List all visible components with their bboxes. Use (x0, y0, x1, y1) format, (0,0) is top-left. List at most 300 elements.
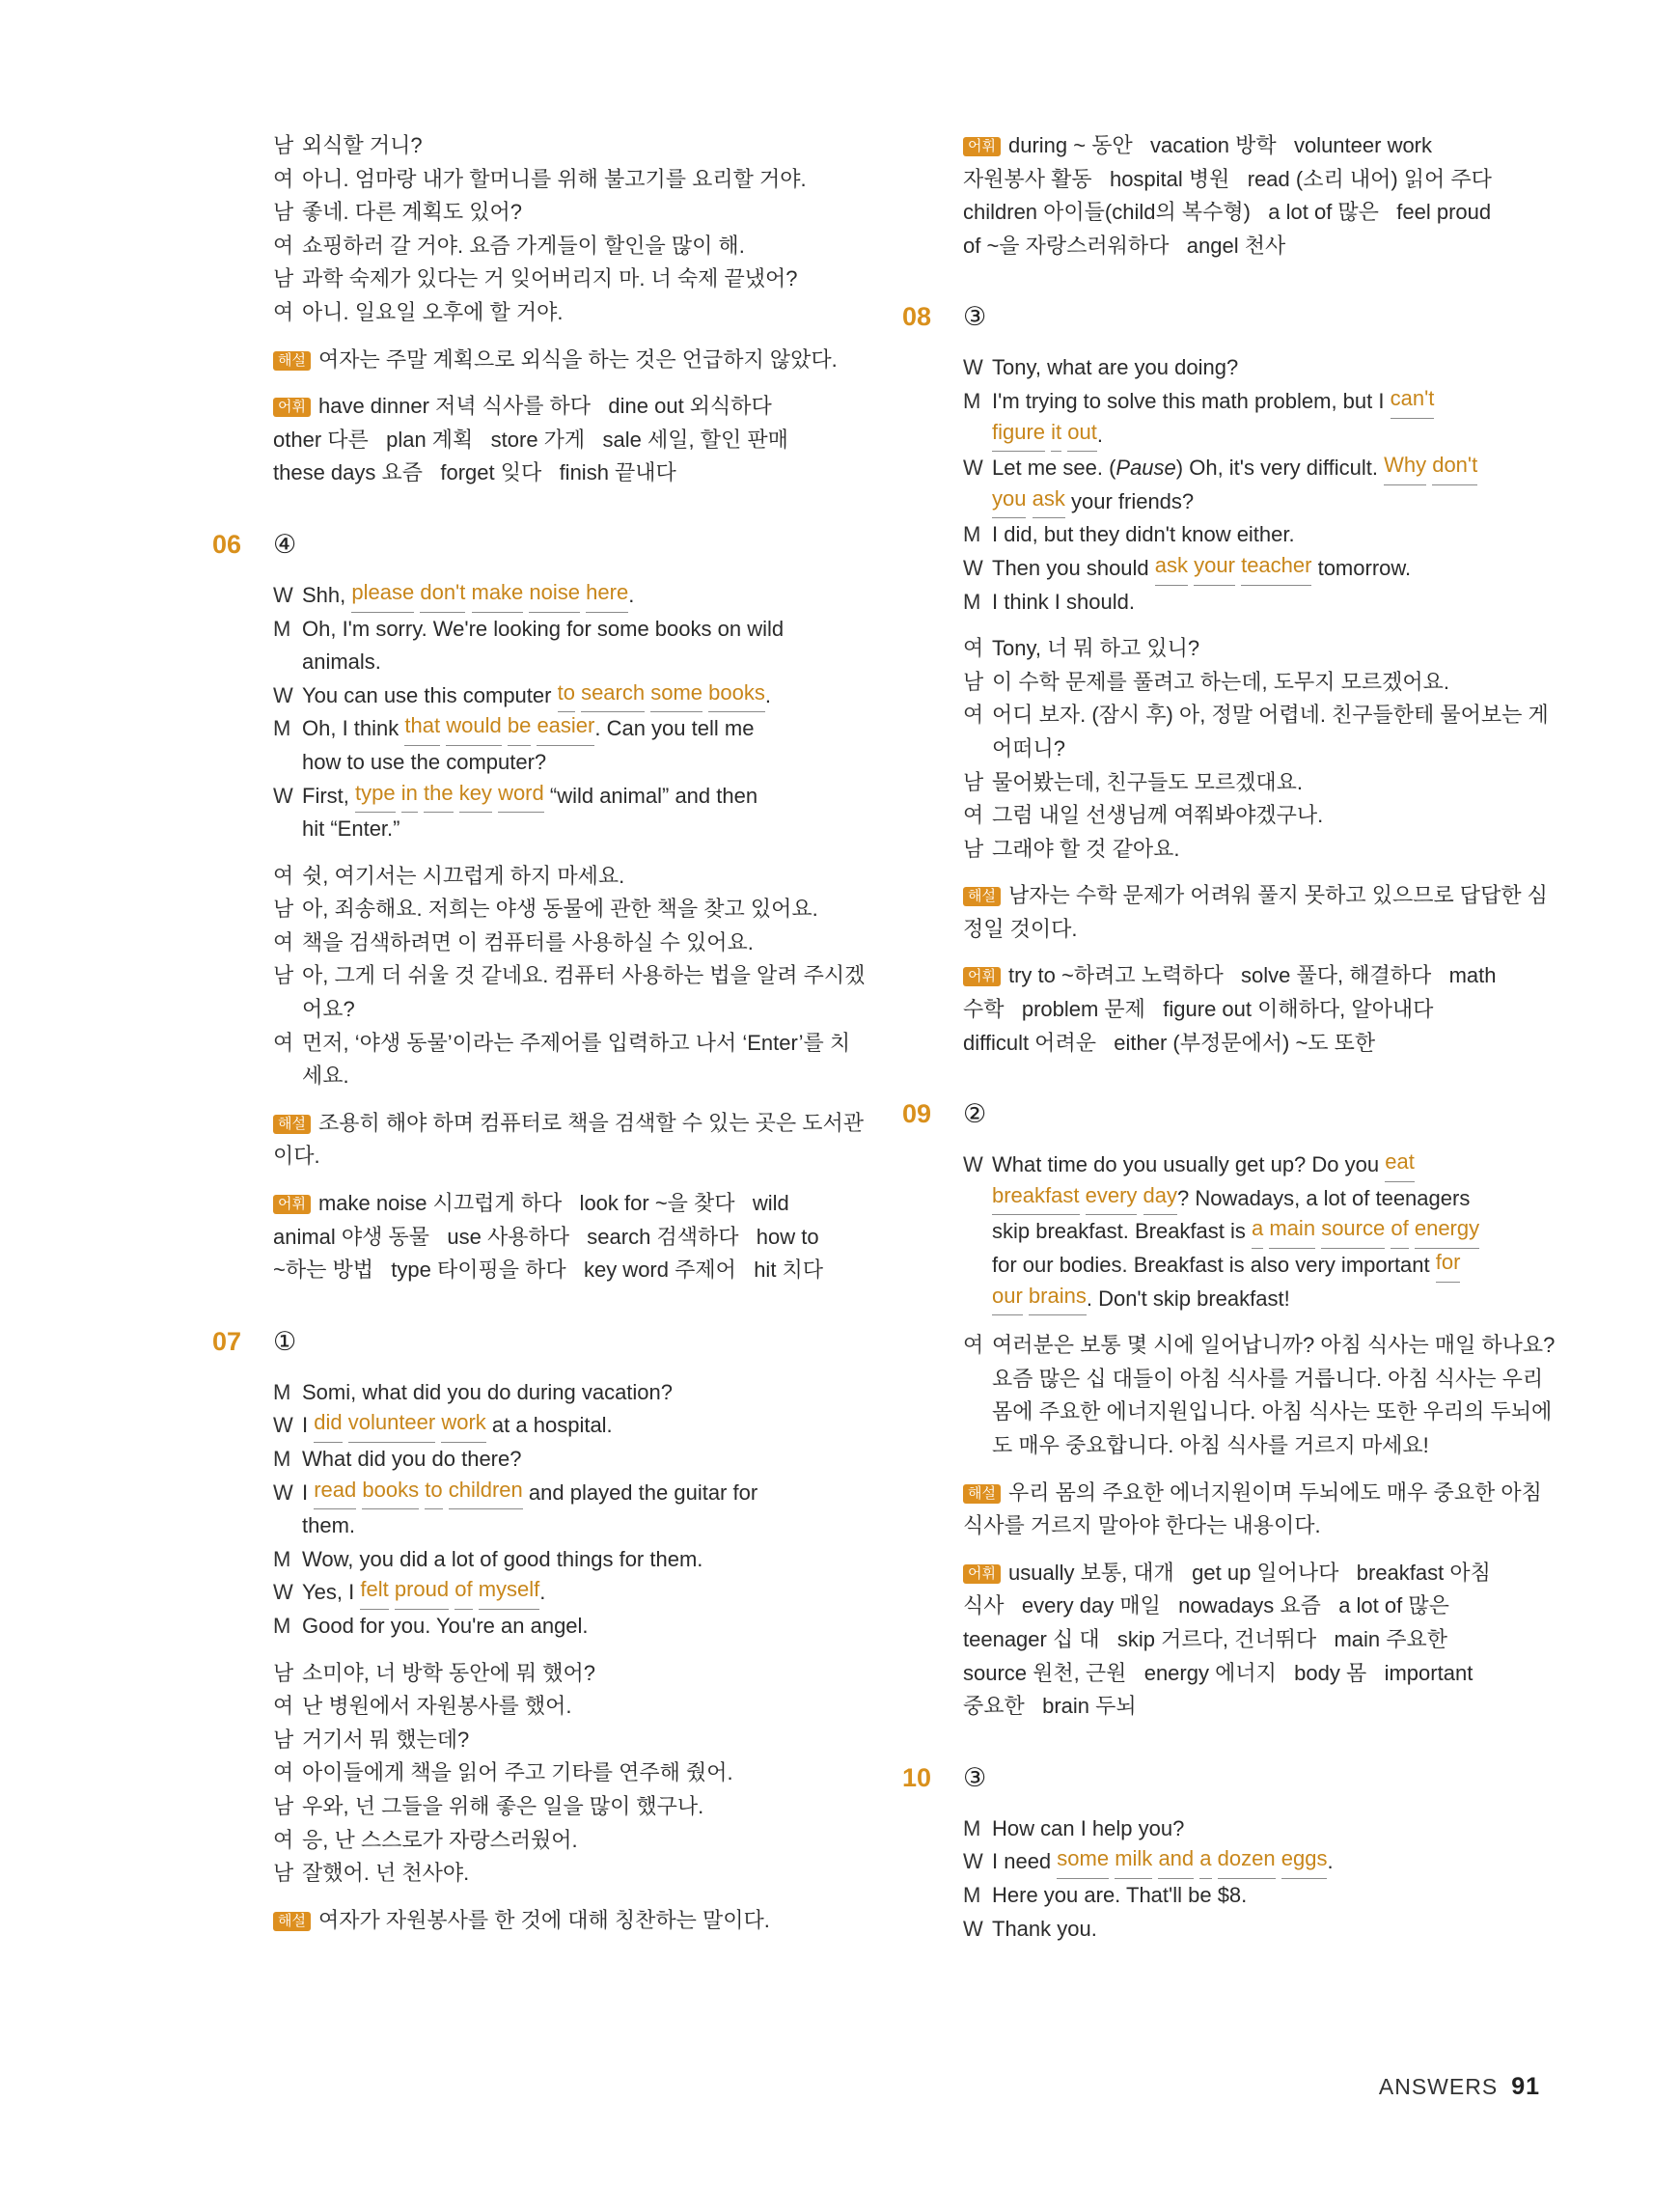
blank-answer: breakfast (992, 1182, 1080, 1216)
speaker-label: M (963, 589, 981, 614)
blank-answer: Why (1384, 452, 1426, 485)
blank-answer: myself (479, 1576, 540, 1610)
dialogue-line-ko (273, 263, 852, 296)
spacer (273, 1363, 852, 1376)
vocabulary-text: source 원천, 근원 energy 에너지 body 몸 important (963, 1660, 1473, 1685)
dialogue-text: . (628, 582, 635, 607)
spacer (273, 1891, 852, 1904)
dialogue-line-ko (273, 163, 852, 197)
explanation-text: 조용히 해야 하며 컴퓨터로 책을 검색할 수 있는 곳은 도서관 (317, 1110, 865, 1135)
explanation-line (273, 1140, 852, 1174)
dialogue-line-en (963, 385, 1542, 419)
speaker-label: M (963, 522, 981, 547)
dialogue-text: I did, but they didn't know either. (992, 522, 1295, 547)
question-number: 10 (902, 1762, 932, 1792)
translation-text: 어요? (302, 997, 355, 1022)
speaker-label-ko: 여 (273, 233, 294, 258)
explanation-line (273, 1107, 865, 1141)
question-header (902, 1092, 1542, 1135)
page-number: 91 (1511, 2073, 1540, 2100)
translation-text: 아니. 엄마랑 내가 할머니를 위해 불고기를 요리할 거야. (302, 166, 807, 191)
speaker-label: M (963, 1815, 981, 1840)
explanation-text: 우리 몸의 주요한 에너지원이며 두뇌에도 매우 중요한 아침 (1007, 1479, 1542, 1505)
speaker-label-ko: 여 (963, 1333, 984, 1358)
dialogue-line-ko (273, 129, 852, 163)
dialogue-text: Tony, what are you doing? (992, 355, 1239, 380)
translation-text: 세요. (302, 1064, 349, 1089)
dialogue-line-ko (273, 893, 852, 926)
spacer (273, 490, 852, 523)
dialogue-line-ko (963, 699, 1549, 733)
dialogue-line-en (273, 780, 852, 814)
blank-answer: books (708, 679, 765, 713)
dialogue-text: Yes, I (302, 1580, 361, 1605)
vocabulary-line (963, 1027, 1542, 1061)
speaker-label: W (273, 1479, 293, 1505)
speaker-label: W (963, 355, 983, 380)
dialogue-line-ko (963, 1329, 1556, 1363)
spacer (963, 1543, 1542, 1557)
vocabulary-line (963, 993, 1542, 1027)
translation-text: 어디 보자. (잠시 후) 아, 정말 어렵네. 친구들한테 물어보는 게 (992, 703, 1549, 728)
explanation (963, 879, 1548, 946)
blank-answer: children (449, 1477, 523, 1510)
blank-answer: source (1321, 1215, 1385, 1249)
explanation (273, 1107, 865, 1174)
answer-choice: ② (963, 1099, 987, 1129)
dialogue-line-ko (273, 1756, 852, 1790)
blank-answer: easier (537, 712, 594, 746)
speaker-label-ko: 여 (273, 299, 294, 324)
explanation-tag: 해설 (273, 1115, 311, 1134)
dialogue-text: I (302, 1413, 315, 1438)
blank-answer: type (355, 780, 396, 814)
blank-answer: don't (420, 579, 465, 613)
spacer (963, 1799, 1542, 1812)
dialogue-text: Good for you. You're an angel. (302, 1613, 589, 1638)
blank-answer: and (1158, 1845, 1194, 1879)
vocabulary-line (273, 456, 852, 490)
dialogue-text: Then you should (992, 555, 1155, 580)
dialogue-text: and played the guitar for (522, 1479, 758, 1505)
speaker-label-ko (273, 993, 302, 1027)
speaker-label (963, 485, 992, 519)
dialogue-text: . Can you tell me (594, 716, 755, 741)
dialogue-line-ko (963, 666, 1542, 700)
blank-answer: teacher (1241, 552, 1311, 586)
dialogue-line-ko (963, 1429, 1542, 1463)
blank-answer: eggs (1281, 1845, 1328, 1879)
speaker-label-ko: 여 (273, 929, 294, 954)
dialogue-line-en (963, 1249, 1542, 1283)
speaker-label-ko: 여 (273, 1030, 294, 1055)
vocabulary-line (963, 129, 1542, 163)
blank-answer: please (351, 579, 414, 613)
spacer (273, 1174, 852, 1187)
dialogue-text: Shh, (302, 582, 352, 607)
speaker-label (273, 1509, 302, 1543)
vocabulary-text: try to ~하려고 노력하다 solve 풀다, 해결하다 math (1007, 963, 1497, 988)
dialogue-line-ko (963, 733, 1542, 766)
dialogue-line-en (273, 813, 852, 846)
vocabulary-text: of ~을 자랑스러워하다 angel 천사 (963, 233, 1286, 258)
blank-answer: would (446, 712, 501, 746)
blank-answer: every (1086, 1182, 1138, 1216)
dialogue-line-ko (273, 993, 852, 1027)
dialogue-line-ko (273, 230, 852, 263)
translation-text: 그래야 할 것 같아요. (992, 836, 1180, 861)
translation-text: 책을 검색하려면 이 컴퓨터를 사용하실 수 있어요. (302, 929, 754, 954)
spacer (273, 566, 852, 579)
vocabulary-line (273, 1254, 852, 1287)
question-header (902, 1756, 1542, 1799)
blank-answer: volunteer (348, 1409, 436, 1443)
blank-answer: did (314, 1409, 342, 1443)
dialogue-line-ko (273, 959, 866, 993)
speaker-label: M (273, 1546, 291, 1571)
dialogue-line-en (963, 1879, 1542, 1913)
spacer (963, 338, 1542, 351)
spacer (963, 619, 1542, 632)
dialogue-line-en (963, 518, 1542, 552)
speaker-label-ko: 여 (273, 1694, 294, 1719)
dialogue-line-ko (963, 766, 1542, 800)
dialogue-line-en (273, 1376, 852, 1410)
translation-text: 먼저, ‘야생 동물’이라는 주제어를 입력하고 나서 ‘Enter’를 치 (302, 1030, 851, 1055)
blank-answer: to (558, 679, 575, 713)
speaker-label: W (273, 1580, 293, 1605)
vocabulary-line (963, 1623, 1542, 1657)
blank-answer: you (992, 485, 1026, 519)
speaker-label: M (273, 616, 291, 641)
dialogue-line-ko (273, 1857, 852, 1891)
speaker-label-ko: 남 (273, 1660, 294, 1685)
dialogue-line-en (273, 646, 852, 679)
speaker-label-ko (963, 1396, 992, 1429)
translation-text: 몸에 주요한 에너지원입니다. 아침 식사는 또한 우리의 두뇌에 (992, 1399, 1553, 1424)
spacer (273, 330, 852, 344)
translation-text: 아이들에게 책을 읽어 주고 기타를 연주해 줬어. (302, 1760, 733, 1785)
dialogue-line-ko (273, 1027, 852, 1061)
dialogue-text: What time do you usually get up? Do you (992, 1152, 1386, 1177)
vocabulary-text: other 다른 plan 계획 store 가게 sale 세일, 할인 판매 (273, 427, 788, 452)
speaker-label: M (273, 1447, 291, 1471)
blank-answer: be (508, 712, 531, 746)
dialogue-text: First, (302, 783, 355, 808)
blank-answer: books (362, 1477, 419, 1510)
speaker-label (963, 1215, 992, 1249)
speaker-label: W (273, 682, 293, 707)
dialogue-line-en (273, 1543, 852, 1577)
dialogue-text: your friends? (1064, 488, 1195, 513)
dialogue-line-en (963, 1148, 1542, 1182)
dialogue-line-en (273, 712, 852, 746)
blank-answer: for (1436, 1249, 1461, 1283)
blank-answer: out (1067, 419, 1097, 453)
speaker-label-ko (963, 733, 992, 766)
speaker-label: W (963, 456, 983, 481)
dialogue-text: Somi, what did you do during vacation? (302, 1379, 674, 1404)
dialogue-text: skip breakfast. Breakfast is (992, 1219, 1252, 1244)
explanation-line (963, 913, 1542, 947)
explanation-line (963, 879, 1548, 913)
vocabulary-text: difficult 어려운 either (부정문에서) ~도 또한 (963, 1030, 1376, 1055)
dialogue-line-en (963, 351, 1542, 385)
dialogue-line-en (963, 1182, 1542, 1216)
translation-text: 과학 숙제가 있다는 거 잊어버리지 마. 너 숙제 끝냈어? (302, 266, 798, 291)
speaker-label-ko: 여 (273, 863, 294, 888)
dialogue-line-en (963, 485, 1542, 519)
speaker-label (963, 419, 992, 453)
dialogue-line-ko (273, 1824, 852, 1858)
blank-answer: to (425, 1477, 442, 1510)
answer-choice: ③ (963, 302, 987, 332)
spacer (963, 1135, 1542, 1148)
speaker-label: W (963, 1849, 983, 1874)
speaker-label: M (273, 1379, 291, 1404)
speaker-label (963, 1249, 992, 1283)
dialogue-line-en (963, 1845, 1542, 1879)
speaker-label-ko: 남 (273, 1727, 294, 1752)
blank-answer: proud (395, 1576, 449, 1610)
blank-answer: here (586, 579, 628, 613)
dialogue-text: I (302, 1479, 315, 1505)
vocabulary-line (963, 1590, 1542, 1623)
dialogue-line-ko (963, 799, 1542, 833)
dialogue-text: How can I help you? (992, 1815, 1185, 1840)
dialogue-text: . (539, 1580, 546, 1605)
blank-answer: main (1269, 1215, 1315, 1249)
vocabulary-line (963, 230, 1542, 263)
blank-answer: felt (360, 1576, 388, 1610)
speaker-label-ko: 남 (273, 897, 294, 922)
spacer (273, 846, 852, 860)
explanation (273, 1904, 852, 1938)
dialogue-line-ko (273, 860, 852, 894)
speaker-label: W (273, 1413, 293, 1438)
blank-answer: of (1391, 1215, 1408, 1249)
blank-answer: in (401, 780, 418, 814)
vocabulary-text: animal 야생 동물 use 사용하다 search 검색하다 how to (273, 1224, 819, 1249)
explanation-tag: 해설 (273, 351, 311, 371)
speaker-label: W (963, 1152, 983, 1177)
dialogue-line-ko (273, 1657, 852, 1691)
dialogue-line-ko (273, 296, 852, 330)
blank-answer: a (1199, 1845, 1211, 1879)
speaker-label (273, 646, 302, 679)
speaker-label (273, 813, 302, 846)
speaker-label: W (963, 1916, 983, 1941)
blank-answer: milk (1115, 1845, 1152, 1879)
question-header (212, 1320, 852, 1363)
explanation-text: 남자는 수학 문제가 어려워 풀지 못하고 있으므로 답답한 심 (1007, 883, 1548, 908)
explanation (963, 1477, 1542, 1543)
translation-text: 물어봤는데, 친구들도 모르겠대요. (992, 769, 1303, 794)
dialogue-text: “wild animal” and then (543, 783, 758, 808)
explanation (273, 344, 852, 377)
dialogue-line-ko (963, 1363, 1542, 1396)
translation-text: 이 수학 문제를 풀려고 하는데, 도무지 모르겠어요. (992, 669, 1449, 694)
dialogue-text: I think I should. (992, 589, 1135, 614)
translation-text: 도 매우 중요합니다. 아침 식사를 거르지 마세요! (992, 1433, 1429, 1457)
dialogue-line-en (963, 1812, 1542, 1846)
dialogue-line-en (273, 746, 852, 780)
speaker-label-ko: 남 (273, 1793, 294, 1818)
dialogue-text: I'm trying to solve this math problem, but I (992, 388, 1391, 413)
vocabulary-line (963, 196, 1542, 230)
vocabulary-text: 식사 every day 매일 nowadays 요즘 a lot of 많은 (963, 1593, 1449, 1618)
explanation-tag: 해설 (963, 887, 1001, 906)
translation-text: 소미야, 너 방학 동안에 뭐 했어? (302, 1660, 595, 1685)
vocabulary-text: make noise 시끄럽게 하다 look for ~을 찾다 wild (317, 1191, 789, 1216)
vocabulary-text: have dinner 저녁 식사를 하다 dine out 외식하다 (317, 394, 772, 419)
blank-answer: day (1143, 1182, 1177, 1216)
translation-text: 잘했어. 넌 천사야. (302, 1861, 470, 1886)
dialogue-line-en (273, 1576, 852, 1610)
translation-text: 난 병원에서 자원봉사를 했어. (302, 1694, 572, 1719)
vocabulary-line (963, 1657, 1542, 1691)
speaker-label-ko (963, 1363, 992, 1396)
dialogue-text: ) Oh, it's very difficult. (1175, 456, 1385, 481)
speaker-label (273, 746, 302, 780)
vocabulary (963, 959, 1542, 1060)
dialogue-text: at a hospital. (485, 1413, 613, 1438)
speaker-label-ko: 남 (963, 769, 984, 794)
dialogue-text: Here you are. That'll be $8. (992, 1882, 1248, 1907)
speaker-label: M (963, 1882, 981, 1907)
vocabulary-text: children 아이들(child의 복수형) a lot of 많은 feel proud (963, 200, 1492, 225)
translation-text: 외식할 거니? (302, 133, 423, 157)
vocabulary-line (963, 1557, 1542, 1590)
vocabulary-text: teenager 십 대 skip 거르다, 건너뛰다 main 주요한 (963, 1626, 1448, 1651)
blank-answer: it (1051, 419, 1061, 453)
spacer (963, 1315, 1542, 1329)
blank-answer: figure (992, 419, 1045, 453)
question-number: 07 (212, 1326, 242, 1356)
blank-answer: your (1194, 552, 1235, 586)
speaker-label: W (963, 555, 983, 580)
speaker-label-ko: 여 (273, 166, 294, 191)
translation-text: 거기서 뭐 했는데? (302, 1727, 470, 1752)
dialogue-text: . (764, 682, 771, 707)
dialogue-text: Oh, I'm sorry. We're looking for some books on wild (302, 616, 785, 641)
spacer (963, 1463, 1542, 1477)
vocabulary-text: usually 보통, 대개 get up 일어나다 breakfast 아침 (1007, 1560, 1491, 1585)
dialogue-line-en (273, 1443, 852, 1477)
explanation-line (963, 1477, 1542, 1510)
vocabulary-line (963, 959, 1542, 993)
question-header (902, 295, 1542, 338)
dialogue-line-ko (273, 926, 852, 960)
dialogue-line-ko (963, 1396, 1553, 1429)
question-number: 06 (212, 529, 242, 559)
vocabulary (963, 1557, 1542, 1724)
speaker-label (963, 1182, 992, 1216)
right-column (902, 129, 1556, 1946)
explanation-tag: 해설 (273, 1912, 311, 1931)
blank-answer: word (498, 780, 544, 814)
blank-answer: eat (1385, 1148, 1415, 1182)
dialogue-line-en (273, 1610, 852, 1644)
speaker-label-ko: 남 (963, 836, 984, 861)
spacer (963, 866, 1542, 879)
vocabulary-line (963, 1690, 1542, 1724)
speaker-label: W (273, 582, 293, 607)
vocabulary-text: ~하는 방법 type 타이핑을 하다 key word 주제어 hit 치다 (273, 1258, 824, 1283)
dialogue-text: for our bodies. Breakfast is also very important (992, 1253, 1436, 1278)
explanation-text: 여자는 주말 계획으로 외식을 하는 것은 언급하지 않았다. (317, 346, 838, 372)
speaker-label-ko: 남 (963, 669, 984, 694)
speaker-label-ko (273, 1060, 302, 1093)
translation-text: 아, 죄송해요. 저희는 야생 동물에 관한 책을 찾고 있어요. (302, 897, 818, 922)
vocabulary-text: 중요한 brain 두뇌 (963, 1694, 1137, 1719)
speaker-label-ko: 여 (963, 636, 984, 661)
speaker-label: M (963, 388, 981, 413)
explanation-line (963, 1509, 1542, 1543)
blank-answer: brains (1029, 1283, 1087, 1316)
spacer (273, 376, 852, 390)
dialogue-text: Let me see. ( (992, 456, 1116, 481)
dialogue-line-ko (273, 1724, 852, 1757)
blank-answer: some (650, 679, 702, 713)
dialogue-line-en (963, 1215, 1542, 1249)
dialogue-text: ? Nowadays, a lot of teenagers (1177, 1185, 1471, 1210)
explanation-text: 이다. (273, 1144, 320, 1169)
dialogue-line-en (273, 579, 852, 613)
dialogue-text: tomorrow. (1311, 555, 1412, 580)
speaker-label: W (273, 783, 293, 808)
blank-answer: don't (1432, 452, 1477, 485)
dialogue-line-ko (963, 632, 1542, 666)
speaker-label: M (273, 1613, 291, 1638)
explanation-text: 식사를 거르지 말아야 한다는 내용이다. (963, 1513, 1321, 1538)
dialogue-line-ko (963, 833, 1542, 867)
dialogue-text: What did you do there? (302, 1447, 522, 1471)
blank-answer: energy (1415, 1215, 1479, 1249)
dialogue-line-en (273, 679, 852, 713)
dialogue-text: Thank you. (992, 1916, 1097, 1941)
blank-answer: of (454, 1576, 472, 1610)
explanation-text: 정일 것이다. (963, 916, 1078, 941)
dialogue-line-en (273, 1409, 852, 1443)
answer-choice: ④ (273, 529, 297, 559)
translation-text: 어떠니? (992, 735, 1065, 760)
vocabulary-tag: 어휘 (273, 398, 311, 417)
blank-answer: the (424, 780, 454, 814)
dialogue-line-ko (273, 1060, 852, 1093)
speaker-label-ko: 여 (963, 803, 984, 828)
vocabulary-tag: 어휘 (963, 1564, 1001, 1584)
vocabulary-line (273, 1221, 852, 1255)
translation-text: 아니. 일요일 오후에 할 거야. (302, 299, 564, 324)
stage-direction: Pause (1115, 456, 1176, 481)
dialogue-line-en (963, 1283, 1542, 1316)
blank-answer: our (992, 1283, 1023, 1316)
translation-text: Tony, 너 뭐 하고 있니? (992, 636, 1200, 661)
dialogue-line-ko (273, 196, 852, 230)
speaker-label-ko: 남 (273, 963, 294, 988)
explanation-line (273, 344, 852, 377)
dialogue-line-en (273, 1509, 852, 1543)
question-number: 08 (902, 302, 932, 332)
explanation-text: 여자가 자원봉사를 한 것에 대해 칭찬하는 말이다. (317, 1907, 770, 1932)
answer-choice: ③ (963, 1762, 987, 1792)
dialogue-line-en (963, 1913, 1542, 1947)
translation-text: 좋네. 다른 계획도 있어? (302, 200, 522, 225)
vocabulary (273, 390, 852, 490)
dialogue-line-en (963, 419, 1542, 453)
dialogue-text: . (1096, 422, 1104, 447)
